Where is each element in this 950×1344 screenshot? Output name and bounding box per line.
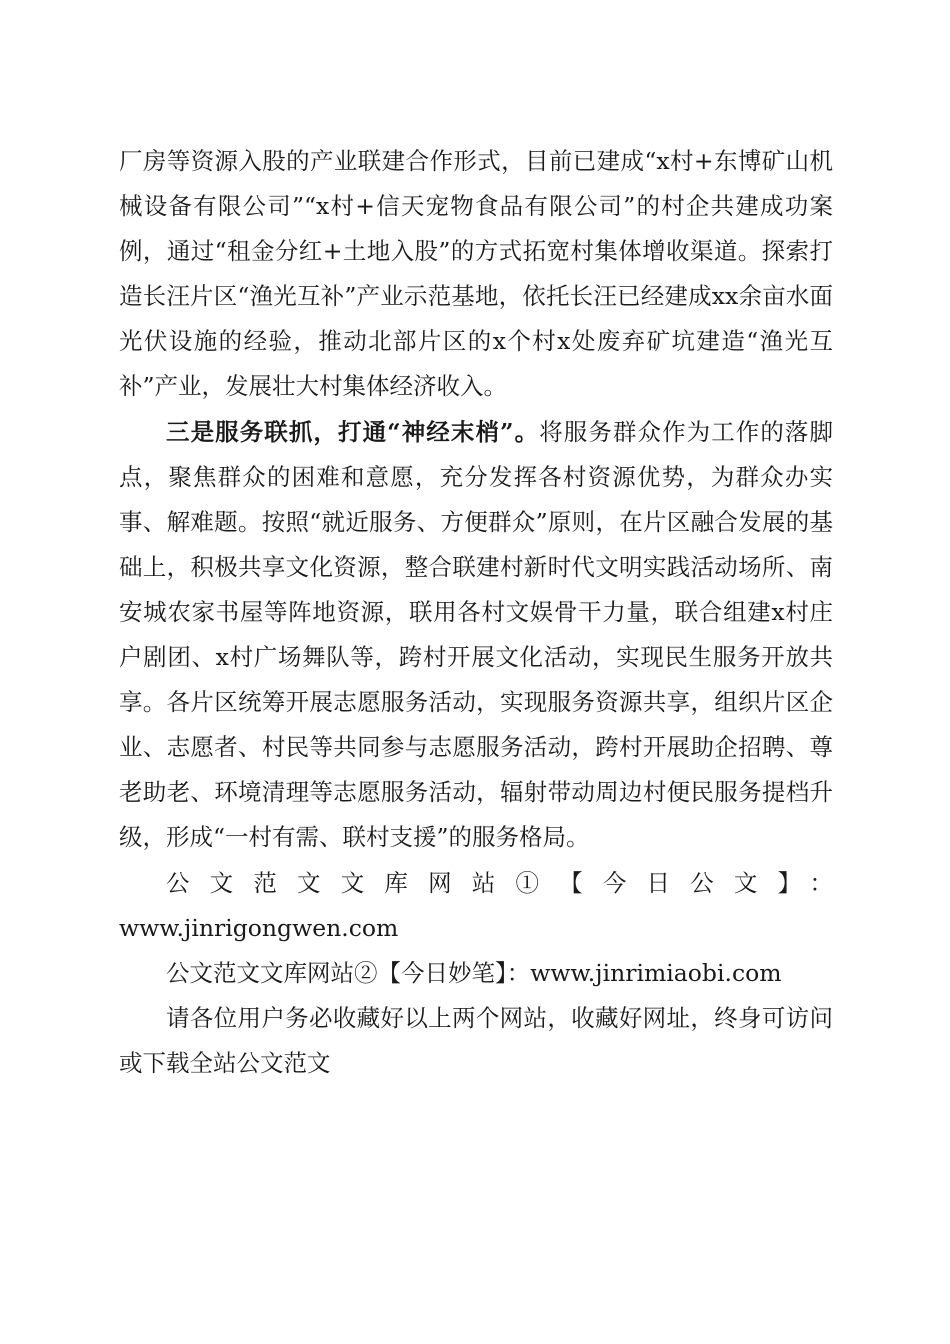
paragraph-service-text: 将服务群众作为工作的落脚点，聚焦群众的困难和意愿，充分发挥各村资源优势，为群众办实事、解难题。按照“就近服务、方便群众”原则，在片区融合发展的基础上，积极共享文化资源，整合联建村新时代文明实践活动场所、南安城农家书屋等阵地资源，联用各村文娱骨干力量，联合组建x村庄户剧团、x村广场舞队等，跨村开展文化活动，实现民生服务开放共享。各片区统筹开展志愿服务活动，实现服务资源共享，组织片区企业、志愿者、村民等共同参与志愿服务活动，跨村开展助企招聘、尊老助老、环境清理等志愿服务活动，辐射带动周边村便民服务提档升级，形成“一村有需、联村支援”的服务格局。: [119, 417, 833, 852]
paragraph-service: [119, 410, 833, 861]
body-text: [119, 139, 833, 1086]
paragraph-industry-text: 厂房等资源入股的产业联建合作形式，目前已建成“x村+东博矿山机械设备有限公司”“x村+信天宠物食品有限公司”的村企共建成功案例，通过“租金分红+土地入股”的方式拓宽村集体增收渠道。探索打造长汪片区“渔光互补”产业示范基地，依托长汪已经建成xx余亩水面光伏设施的经验，推动北部片区的x个村x处废弃矿坑建造“渔光互补”产业，发展壮大村集体经济收入。: [119, 147, 833, 401]
site2-url-text: www.jinrimiaobi.com: [530, 958, 782, 987]
footer-site1-label: [119, 861, 833, 906]
site1-url-text: www.jinrigongwen.com: [119, 913, 399, 942]
site2-label-text: 公文范文文库网站②【今日妙笔】：: [166, 958, 531, 987]
paragraph-industry: [119, 139, 833, 410]
footer-notice: [119, 996, 833, 1086]
notice-text: 请各位用户务必收藏好以上两个网站，收藏好网址，终身可访问或下载全站公文范文: [119, 1003, 833, 1077]
paragraph-service-lead: 三是服务联抓，打通“神经末梢”。: [166, 417, 540, 446]
site1-label-text: 公文范文文库网站①【今日公文】：: [166, 868, 833, 897]
footer-site1-url: [119, 906, 833, 951]
footer-site2: [119, 951, 833, 996]
